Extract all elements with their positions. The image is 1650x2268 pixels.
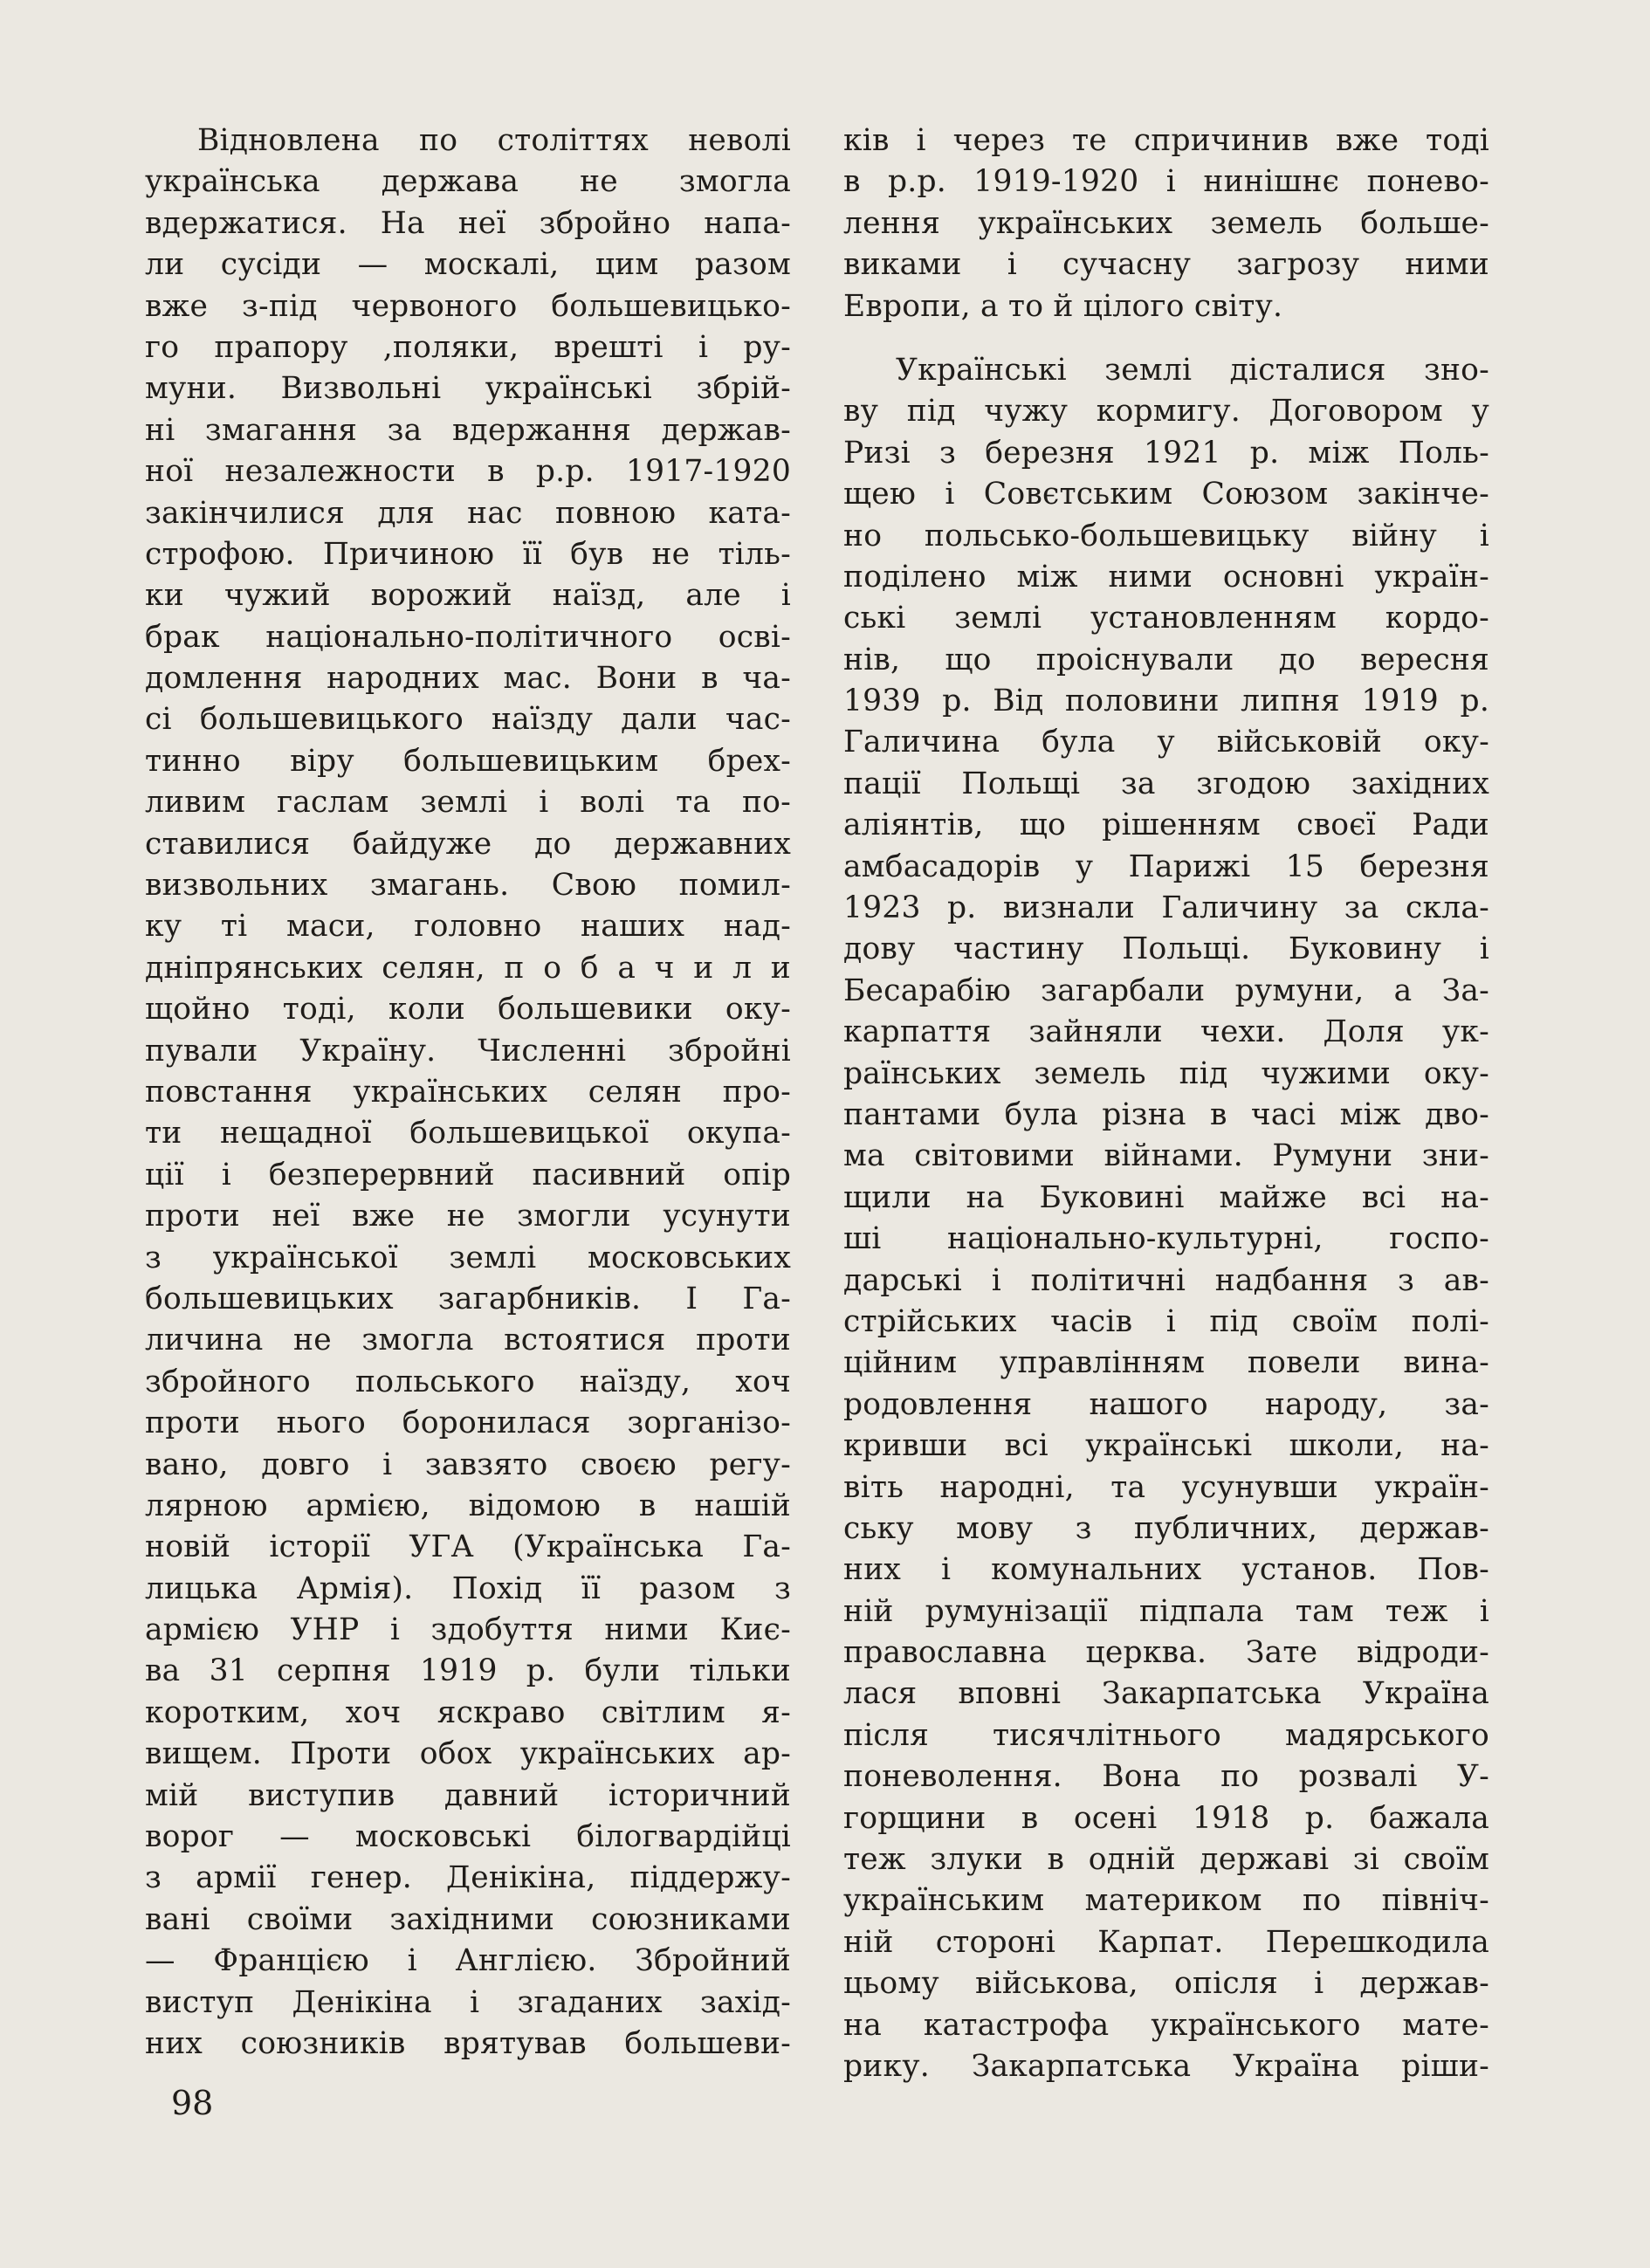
text-line: лярною армією, відомою в нашій <box>145 1488 791 1523</box>
text-line: визвольних змагань. Свою помил- <box>145 868 791 904</box>
text-line: щили на Буковині майже всі на- <box>843 1179 1489 1215</box>
text-line: брак національно-політичного осві- <box>145 619 791 655</box>
text-line: повстання українських селян про- <box>145 1074 791 1110</box>
text-line: рику. Закарпатська Україна ріши- <box>843 2048 1489 2084</box>
text-line: аліянтів, що рішенням своєї Ради <box>843 808 1489 843</box>
text-line: проти неї вже не змогли усунути <box>145 1199 791 1234</box>
text-line: Ризі з березня 1921 р. між Поль- <box>843 435 1489 471</box>
text-line: дарські і політичні надбання з ав- <box>843 1262 1489 1298</box>
text-line: ку ті маси, головно наших над- <box>145 909 791 945</box>
text-line: большевицьких загарбників. І Га- <box>145 1281 791 1316</box>
text-line: строфою. Причиною її був не тіль- <box>145 536 791 572</box>
text-line: цьому військова, опісля і держав- <box>843 1966 1489 2002</box>
text-line: домлення народних мас. Вони в ча- <box>145 661 791 697</box>
text-line: пації Польщі за згодою західних <box>843 766 1489 801</box>
text-line: муни. Визвольні українські збрій- <box>145 371 791 407</box>
text-line: українська держава не змогла <box>145 164 791 200</box>
text-line: поділено між ними основні україн- <box>843 559 1489 594</box>
text-line: лася вповні Закарпатська Україна <box>843 1676 1489 1712</box>
text-line: ські землі установленням кордо- <box>843 601 1489 636</box>
text-line: родовлення нашого народу, за- <box>843 1386 1489 1422</box>
text-line: ливим гаслам землі і волі та по- <box>145 785 791 821</box>
text-line: ли сусіди — москалі, цим разом <box>145 247 791 283</box>
text-line: ші національно-культурні, госпо- <box>843 1221 1489 1257</box>
text-line: амбасадорів у Парижі 15 березня <box>843 849 1489 884</box>
text-line: новій історії УГА (Українська Га- <box>145 1529 791 1565</box>
text-line: поневолення. Вона по розвалі У- <box>843 1759 1489 1795</box>
text-line: ва 31 серпня 1919 р. були тільки <box>145 1653 791 1689</box>
text-line: мій виступив давний історичний <box>145 1777 791 1813</box>
text-line: після тисячлітнього мадярського <box>843 1717 1489 1753</box>
text-line: ції і безперервний пасивний опір <box>145 1157 791 1192</box>
text-line: закінчилися для нас повною ката- <box>145 495 791 531</box>
text-line: щойно тоді, коли большевики оку- <box>145 992 791 1027</box>
text-line: дову частину Польщі. Буковину і <box>843 931 1489 967</box>
text-line: — Францією і Англією. Збройний <box>145 1943 791 1979</box>
text-line: ставилися байдуже до державних <box>145 826 791 862</box>
text-line: но польсько-большевицьку війну і <box>843 518 1489 553</box>
text-line: ній румунізації підпала там теж і <box>843 1593 1489 1629</box>
text-line: кривши всі українські школи, на- <box>843 1428 1489 1464</box>
text-line: Европи, а то й цілого світу. <box>843 288 1283 324</box>
text-line: вдержатися. На неї збройно напа- <box>145 205 791 241</box>
text-line: сі большевицького наїзду дали час- <box>145 702 791 738</box>
text-line: них союзників врятував большеви- <box>145 2025 791 2061</box>
text-line: армією УНР і здобуття ними Киє- <box>145 1612 791 1648</box>
text-line: ма світовими війнами. Румуни зни- <box>843 1138 1489 1174</box>
page-number: 98 <box>171 2084 214 2122</box>
text-line: ні змагання за вдержання держав- <box>145 412 791 448</box>
text-line: ки чужий ворожий наїзд, але і <box>145 578 791 614</box>
text-line: 1939 р. Від половини липня 1919 р. <box>843 684 1489 719</box>
text-line: раїнських земель під чужими оку- <box>843 1055 1489 1091</box>
right-text-column <box>843 120 1489 2087</box>
text-line: лення українських земель больше- <box>843 205 1489 241</box>
text-line: теж злуки в одній державі зі своїм <box>843 1842 1489 1878</box>
text-line: ти нещадної большевицької окупа- <box>145 1116 791 1151</box>
text-line: проти нього боронилася зорганізо- <box>145 1405 791 1441</box>
text-line: ків і через те спричинив вже тоді <box>843 123 1489 158</box>
text-line: Українські землі дісталися зно- <box>896 352 1489 388</box>
text-line: виступ Денікіна і згаданих захід- <box>145 1984 791 2020</box>
text-line: ній стороні Карпат. Перешкодила <box>843 1924 1489 1960</box>
text-line: в р.р. 1919-1920 і нинішнє понево- <box>843 164 1489 200</box>
text-line: тинно віру большевицьким брех- <box>145 743 791 779</box>
text-line: вже з-під червоного большевицько- <box>145 288 791 324</box>
text-line: Бесарабію загарбали румуни, а За- <box>843 972 1489 1008</box>
text-line: нів, що проіснували до вересня <box>843 642 1489 677</box>
text-line: з української землі московських <box>145 1240 791 1275</box>
text-line: ворог — московські білогвардійці <box>145 1819 791 1855</box>
text-line: горщини в осені 1918 р. бажала <box>843 1800 1489 1836</box>
paragraph-gap <box>843 327 1489 350</box>
text-line: карпаття зайняли чехи. Доля ук- <box>843 1014 1489 1050</box>
text-line: виками і сучасну загрозу ними <box>843 247 1489 283</box>
left-text-column <box>145 120 791 2065</box>
text-line: пували Україну. Численні збройні <box>145 1033 791 1069</box>
text-line: з армії генер. Денікіна, піддержу- <box>145 1860 791 1896</box>
text-line: личина не змогла встоятися проти <box>145 1323 791 1358</box>
text-line: 1923 р. визнали Галичину за скла- <box>843 890 1489 926</box>
text-line: вано, довго і завзято своєю регу- <box>145 1447 791 1482</box>
text-line: ної незалежности в р.р. 1917-1920 <box>145 454 791 490</box>
text-line: вищем. Проти обох українських ар- <box>145 1736 791 1772</box>
text-line: на катастрофа українського мате- <box>843 2007 1489 2043</box>
text-line: ційним управлінням повели вина- <box>843 1345 1489 1381</box>
text-line: пантами була різна в часі між дво- <box>843 1096 1489 1132</box>
text-line: коротким, хоч яскраво світлим я- <box>145 1694 791 1730</box>
text-line: українським материком по північ- <box>843 1883 1489 1919</box>
text-line: ську мову з публичних, держав- <box>843 1510 1489 1546</box>
text-line: щею і Совєтським Союзом закінче- <box>843 477 1489 512</box>
text-line: го прапору ,поляки, врешті і ру- <box>145 329 791 365</box>
text-line: збройного польського наїзду, хоч <box>145 1364 791 1399</box>
text-line: Галичина була у військовій оку- <box>843 725 1489 760</box>
text-line: стрійських часів і під своїм полі- <box>843 1303 1489 1339</box>
text-line: ву під чужу кормигу. Договором у <box>843 394 1489 430</box>
text-line: православна церква. Зате відроди- <box>843 1635 1489 1671</box>
text-line: вані своїми західними союзниками <box>145 1901 791 1937</box>
text-line: них і комунальних установ. Пов- <box>843 1552 1489 1588</box>
text-line: лицька Армія). Похід її разом з <box>145 1570 791 1606</box>
text-line: дніпрянських селян, п о б а ч и л и <box>145 950 791 986</box>
text-line: віть народні, та усунувши україн- <box>843 1469 1489 1505</box>
text-line: Відновлена по століттях неволі <box>197 123 791 158</box>
